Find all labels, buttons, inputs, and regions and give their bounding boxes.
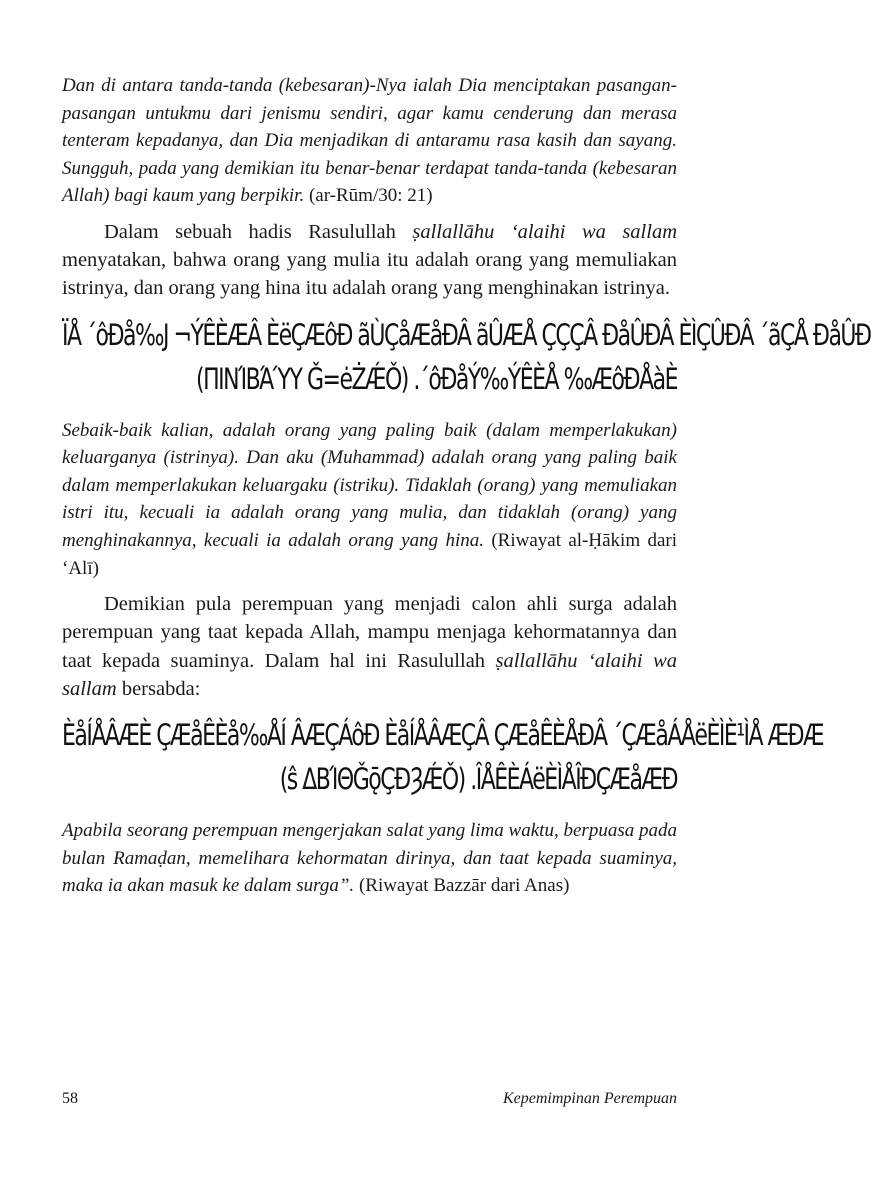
arabic-line: (ΠΙΝΊΒΆΎΥ Ǧ=ėŻǼǑ) .´ôÐåÝ‰ÝÊÈÅ ‰ÆôÐÅàÈ	[196, 363, 677, 397]
paragraph-text: menyatakan, bahwa orang yang mulia itu adalah orang yang memuliakan istrinya, dan orang yang hina itu adalah orang yang menghinakan istrinya.	[62, 249, 677, 300]
hadith-source: (Riwayat al-Ḥākim dari ‘Alī)	[62, 529, 677, 579]
page-body	[62, 72, 871, 900]
paragraph-text: Demikian pula perempuan yang menjadi calon ahli surga adalah perempuan yang taat kepada Allah, mampu menjaga kehormatannya dan taat kepada suaminya. Dalam hal ini Rasulullah	[62, 593, 677, 672]
arabic-line: (ŝ ΔΒΊΘǦǭÇÐȜǼǑ) .ÎÅÊÈÁëÈÌÅÎÐÇÆåÆÐ	[279, 763, 677, 798]
arabic-line: ÏÅ ´ôÐå‰J ¬ÝÊÈÆÂ ÈëÇÆôÐ ãÙÇåÆåÐÂ ãÛÆÅ ÇÇÇÂ ÐåÛÐÂ ÈÌÇÛÐÂ ´ãÇÅ ÐåÛÐ	[62, 319, 871, 353]
hadith-translation: Apabila seorang perempuan mengerjakan salat yang lima waktu, berpuasa pada bulan Ramaḍan, memelihara kehormatan dirinya, dan taat kepada suaminya, maka ia akan masuk ke dalam surga”.	[62, 819, 677, 897]
paragraph-hadith-intro	[62, 218, 677, 303]
hadith-source: (Riwayat Bazzār dari Anas)	[358, 875, 570, 897]
quran-source: (ar-Rūm/30: 21)	[308, 185, 433, 207]
quran-translation: Dan di antara tanda-tanda (kebesaran)-Nya ialah Dia menciptakan pasangan-pasangan untukmu dari jenismu sendiri, agar kamu cenderung dan merasa tenteram kepadanya, dan Dia menjadikan di antaramu rasa kasih dan sayang. Sungguh, pada yang demikian itu benar-benar terdapat tanda-tanda (kebesaran Allah) bagi kaum yang berpikir.	[62, 75, 677, 207]
paragraph-women-paradise	[62, 590, 677, 703]
arabic-hadith-block-2	[62, 715, 823, 803]
hadith-translation: Sebaik-baik kalian, adalah orang yang paling baik (dalam memperlakukan) keluarganya (istrinya). Dan aku (Muhammad) adalah orang yang paling baik dalam memperlakukan keluargaku (istriku). Tidaklah (orang) yang memuliakan istri itu, kecuali ia adalah orang yang mulia, dan tidaklah (orang) yang menghinakannya, kecuali ia adalah orang yang hina.	[62, 419, 677, 551]
honorific-phrase: ṣallallāhu ‘alaihi wa sallam	[412, 220, 677, 243]
page-footer	[62, 1090, 677, 1108]
honorific-phrase: ṣallallāhu ‘alaihi wa sallam	[62, 649, 677, 700]
arabic-line: ÈåÍÅÂÆÈ ÇÆåÊÈå‰ÅÍ ÂÆÇÁôÐ ÈåÍÅÂÆÇÂ ÇÆåÊÈÅÐÂ ´ÇÆåÁÅëÈÌÈ¹ÌÅ ÆÐÆ	[62, 719, 823, 754]
paragraph-text: bersabda:	[116, 677, 201, 700]
hadith-translation-block-2	[62, 817, 677, 900]
page-number: 58	[62, 1090, 78, 1107]
hadith-translation-block	[62, 417, 677, 583]
paragraph-text: Dalam sebuah hadis Rasulullah	[104, 220, 413, 243]
quran-translation-block	[62, 72, 677, 210]
arabic-hadith-block	[62, 315, 871, 403]
running-title: Kepemimpinan Perempuan	[502, 1090, 677, 1107]
